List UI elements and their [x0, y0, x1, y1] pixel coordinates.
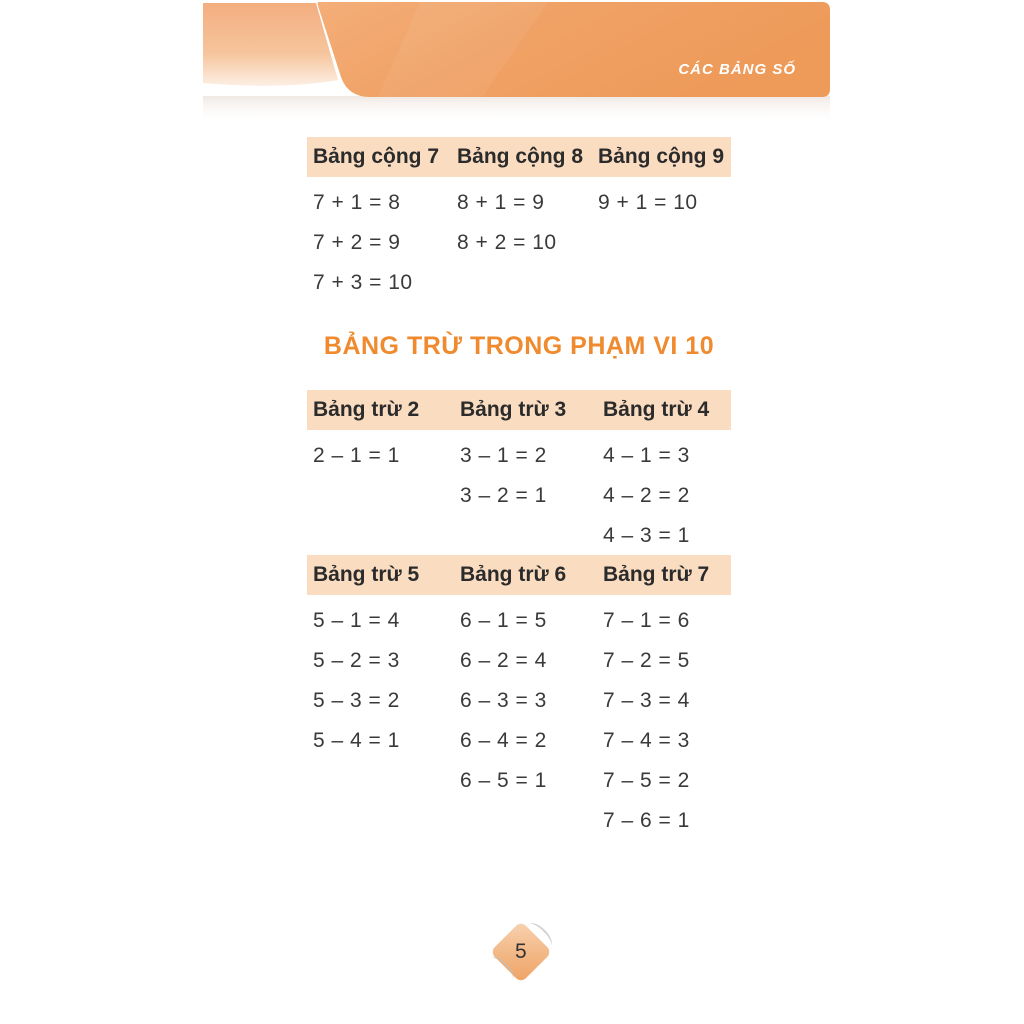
- equation: 4 – 3 = 1: [603, 524, 690, 547]
- equation: 8 + 1 = 9: [457, 191, 545, 214]
- column-header: Bảng trừ 2: [313, 398, 420, 421]
- header-banner-graphic: [0, 0, 1024, 132]
- equation: 4 – 2 = 2: [603, 484, 690, 507]
- equation: 4 – 1 = 3: [603, 444, 690, 467]
- equation: 5 – 3 = 2: [313, 689, 400, 712]
- addition-table-body: [307, 177, 731, 303]
- subtraction-table-body: [307, 430, 731, 556]
- equation: 6 – 3 = 3: [460, 689, 547, 712]
- equation-column: [454, 436, 597, 556]
- equation: 6 – 5 = 1: [460, 769, 547, 792]
- equation: 7 + 3 = 10: [313, 271, 413, 294]
- equation: 8 + 2 = 10: [457, 231, 557, 254]
- equation-column: [451, 183, 592, 303]
- equation: 7 + 1 = 8: [313, 191, 401, 214]
- subtraction-table-body: [307, 595, 731, 841]
- subtraction-table-header-row: [307, 390, 731, 430]
- equation: 3 – 2 = 1: [460, 484, 547, 507]
- column-header: Bảng trừ 7: [603, 563, 710, 586]
- equation-column: [454, 601, 597, 841]
- equation: 7 – 6 = 1: [603, 809, 690, 832]
- equation: 6 – 4 = 2: [460, 729, 547, 752]
- equation: 7 + 2 = 9: [313, 231, 401, 254]
- page-number: 5: [515, 940, 527, 963]
- equation: 7 – 2 = 5: [603, 649, 690, 672]
- equation: 9 + 1 = 10: [598, 191, 698, 214]
- page-number-badge: [499, 930, 543, 974]
- equation: 7 – 1 = 6: [603, 609, 690, 632]
- equation-column: [307, 601, 454, 841]
- equation: 5 – 4 = 1: [313, 729, 400, 752]
- equation-column: [307, 183, 451, 303]
- addition-table-header-row: [307, 137, 731, 177]
- subtraction-table-234: [307, 390, 731, 556]
- equation: 6 – 1 = 5: [460, 609, 547, 632]
- column-header: Bảng trừ 5: [313, 563, 420, 586]
- equation: 5 – 1 = 4: [313, 609, 400, 632]
- equation: 7 – 5 = 2: [603, 769, 690, 792]
- equation: 3 – 1 = 2: [460, 444, 547, 467]
- addition-table: [307, 137, 731, 303]
- equation: 6 – 2 = 4: [460, 649, 547, 672]
- subtraction-table-header-row: [307, 555, 731, 595]
- column-header: Bảng trừ 3: [460, 398, 567, 421]
- equation-column: [307, 436, 454, 556]
- column-header: Bảng cộng 9: [598, 145, 725, 168]
- equation-column: [592, 183, 731, 303]
- equation-column: [597, 601, 731, 841]
- section-title: BẢNG TRỪ TRONG PHẠM VI 10: [323, 332, 715, 360]
- diamond-shape: [490, 921, 552, 983]
- column-header: Bảng trừ 4: [603, 398, 710, 421]
- column-header: Bảng trừ 6: [460, 563, 567, 586]
- column-header: Bảng cộng 8: [457, 145, 584, 168]
- equation: 5 – 2 = 3: [313, 649, 400, 672]
- subtraction-table-567: [307, 555, 731, 841]
- running-head-title: CÁC BẢNG SỐ: [678, 61, 796, 78]
- equation: 2 – 1 = 1: [313, 444, 400, 467]
- column-header: Bảng cộng 7: [313, 145, 440, 168]
- equation: 7 – 3 = 4: [603, 689, 690, 712]
- equation: 7 – 4 = 3: [603, 729, 690, 752]
- equation-column: [597, 436, 731, 556]
